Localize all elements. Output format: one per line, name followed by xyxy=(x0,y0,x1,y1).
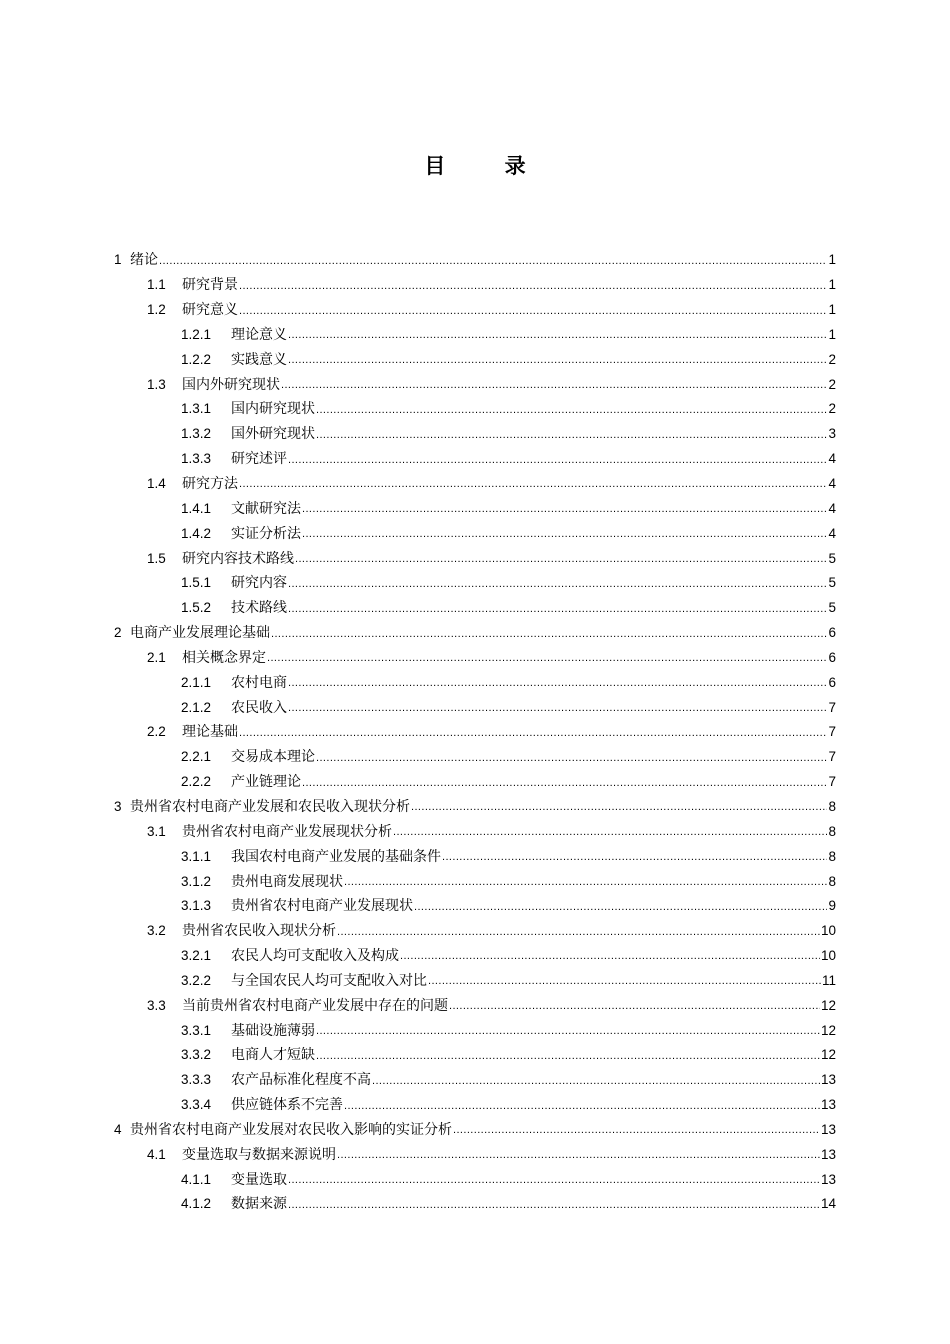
toc-entry-title: 相关概念界定 xyxy=(182,649,266,666)
toc-dot-leader xyxy=(400,947,820,968)
toc-entry-page: 13 xyxy=(820,1072,836,1088)
toc-entry-number: 2.2.2 xyxy=(181,774,212,790)
toc-entry[interactable] xyxy=(114,1043,836,1068)
toc-entry-title: 变量选取 xyxy=(231,1171,287,1188)
toc-dot-leader xyxy=(288,674,827,695)
toc-entry[interactable] xyxy=(114,472,836,497)
toc-entry-title: 变量选取与数据来源说明 xyxy=(182,1146,336,1163)
toc-entry-title: 贵州省农村电商产业发展现状 xyxy=(231,898,413,915)
toc-entry-page: 7 xyxy=(828,699,836,715)
toc-entry-title: 研究内容 xyxy=(231,575,287,592)
toc-entry-number: 3.3.4 xyxy=(181,1097,212,1113)
toc-entry-number: 4.1.1 xyxy=(181,1171,212,1187)
toc-entry[interactable] xyxy=(114,894,836,919)
toc-dot-leader xyxy=(393,823,827,844)
toc-entry-page: 4 xyxy=(828,525,836,541)
toc-entry-number: 3.1.1 xyxy=(181,848,212,864)
toc-entry-number: 4.1.2 xyxy=(181,1196,212,1212)
toc-dot-leader xyxy=(288,699,827,720)
toc-entry-number: 3 xyxy=(114,798,122,814)
toc-entry[interactable] xyxy=(114,422,836,447)
toc-dot-leader xyxy=(316,749,827,770)
toc-entry-page: 1 xyxy=(828,326,836,342)
toc-entry-number: 3.3.2 xyxy=(181,1047,212,1063)
toc-entry-number: 2.2.1 xyxy=(181,749,212,765)
toc-entry-title: 农民人均可支配收入及构成 xyxy=(231,948,399,965)
toc-dot-leader xyxy=(239,277,827,298)
toc-entry[interactable] xyxy=(114,795,836,820)
toc-entry[interactable] xyxy=(114,347,836,372)
toc-entry-number: 1.4 xyxy=(147,476,166,492)
toc-entry-title: 农民收入 xyxy=(231,699,287,716)
table-of-contents xyxy=(114,248,836,1217)
toc-entry-number: 1.1 xyxy=(147,277,166,293)
toc-dot-leader xyxy=(316,1047,820,1068)
toc-entry-title: 理论意义 xyxy=(231,326,287,343)
toc-entry[interactable] xyxy=(114,745,836,770)
toc-entry-title: 理论基础 xyxy=(182,724,238,741)
toc-entry-title: 电商产业发展理论基础 xyxy=(130,625,270,642)
toc-entry-title: 贵州省农村电商产业发展对农民收入影响的实证分析 xyxy=(130,1121,452,1138)
toc-entry-number: 3.2 xyxy=(147,923,166,939)
toc-entry[interactable] xyxy=(114,1167,836,1192)
toc-entry-page: 9 xyxy=(828,898,836,914)
toc-entry-number: 2.1 xyxy=(147,649,166,665)
toc-entry-number: 3.2.1 xyxy=(181,948,212,964)
toc-entry-number: 2.1.1 xyxy=(181,674,212,690)
toc-entry[interactable] xyxy=(114,621,836,646)
toc-entry[interactable] xyxy=(114,596,836,621)
toc-entry[interactable] xyxy=(114,571,836,596)
toc-entry[interactable] xyxy=(114,770,836,795)
toc-entry-number: 3.3.1 xyxy=(181,1022,212,1038)
toc-entry-title: 国内外研究现状 xyxy=(182,376,280,393)
toc-entry-number: 3.1.3 xyxy=(181,898,212,914)
toc-entry-title: 供应链体系不完善 xyxy=(231,1097,343,1114)
toc-entry-title: 农村电商 xyxy=(231,674,287,691)
toc-entry-title: 产业链理论 xyxy=(231,774,301,791)
toc-entry-number: 1.2 xyxy=(147,302,166,318)
toc-entry-number: 1.2.1 xyxy=(181,326,212,342)
toc-entry-title: 我国农村电商产业发展的基础条件 xyxy=(231,848,441,865)
toc-entry-title: 研究背景 xyxy=(182,277,238,294)
toc-entry-page: 13 xyxy=(820,1171,836,1187)
toc-entry[interactable] xyxy=(114,819,836,844)
toc-dot-leader xyxy=(372,1072,820,1093)
toc-entry-page: 7 xyxy=(828,774,836,790)
toc-entry-title: 文献研究法 xyxy=(231,500,301,517)
toc-entry-title: 电商人才短缺 xyxy=(231,1047,315,1064)
toc-entry[interactable] xyxy=(114,496,836,521)
toc-dot-leader xyxy=(337,1146,820,1167)
toc-entry[interactable] xyxy=(114,646,836,671)
toc-entry-number: 2.1.2 xyxy=(181,699,212,715)
toc-entry-page: 4 xyxy=(828,500,836,516)
toc-dot-leader xyxy=(302,774,827,795)
toc-entry[interactable] xyxy=(114,1142,836,1167)
toc-entry-number: 1.2.2 xyxy=(181,351,212,367)
toc-entry-title: 基础设施薄弱 xyxy=(231,1022,315,1039)
toc-entry-number: 1.4.2 xyxy=(181,525,212,541)
toc-entry[interactable] xyxy=(114,993,836,1018)
toc-entry[interactable] xyxy=(114,521,836,546)
toc-dot-leader xyxy=(295,550,827,571)
toc-entry-page: 2 xyxy=(828,351,836,367)
toc-entry-title: 当前贵州省农村电商产业发展中存在的问题 xyxy=(182,997,448,1014)
toc-dot-leader xyxy=(316,426,827,447)
toc-entry-page: 8 xyxy=(828,823,836,839)
toc-entry[interactable] xyxy=(114,869,836,894)
toc-entry[interactable] xyxy=(114,1018,836,1043)
toc-entry-number: 4.1 xyxy=(147,1146,166,1162)
toc-entry-title: 数据来源 xyxy=(231,1196,287,1213)
toc-entry-title: 国内研究现状 xyxy=(231,401,315,418)
toc-entry-number: 1.5 xyxy=(147,550,166,566)
toc-entry-number: 2 xyxy=(114,625,122,641)
toc-dot-leader xyxy=(267,649,827,670)
toc-dot-leader xyxy=(344,873,827,894)
toc-entry-page: 1 xyxy=(828,302,836,318)
toc-entry-title: 研究方法 xyxy=(182,476,238,493)
toc-dot-leader xyxy=(159,252,827,273)
toc-entry[interactable] xyxy=(114,1192,836,1217)
toc-entry-page: 10 xyxy=(820,923,836,939)
toc-entry-number: 2.2 xyxy=(147,724,166,740)
toc-entry-page: 12 xyxy=(820,1022,836,1038)
toc-entry-number: 1.5.1 xyxy=(181,575,212,591)
toc-entry[interactable] xyxy=(114,298,836,323)
toc-entry-title: 贵州省农民收入现状分析 xyxy=(182,923,336,940)
toc-entry[interactable] xyxy=(114,447,836,472)
toc-dot-leader xyxy=(337,923,820,944)
toc-entry-title: 交易成本理论 xyxy=(231,749,315,766)
toc-dot-leader xyxy=(449,997,820,1018)
toc-entry[interactable] xyxy=(114,919,836,944)
toc-dot-leader xyxy=(239,302,827,323)
toc-entry-title: 贵州省农村电商产业发展和农民收入现状分析 xyxy=(130,798,410,815)
toc-entry-page: 6 xyxy=(828,674,836,690)
toc-dot-leader xyxy=(288,1196,820,1217)
toc-entry-number: 4 xyxy=(114,1121,122,1137)
toc-entry-page: 5 xyxy=(828,600,836,616)
toc-dot-leader xyxy=(239,475,827,496)
toc-entry-page: 1 xyxy=(828,277,836,293)
toc-entry-page: 4 xyxy=(828,451,836,467)
toc-entry-page: 8 xyxy=(828,848,836,864)
toc-dot-leader xyxy=(288,351,827,372)
toc-entry-page: 7 xyxy=(828,749,836,765)
toc-entry-number: 1.3.1 xyxy=(181,401,212,417)
toc-entry[interactable] xyxy=(114,844,836,869)
toc-entry-title: 实践意义 xyxy=(231,351,287,368)
toc-entry[interactable] xyxy=(114,546,836,571)
toc-entry-title: 绪论 xyxy=(130,252,158,269)
toc-entry-title: 贵州省农村电商产业发展现状分析 xyxy=(182,823,392,840)
toc-dot-leader xyxy=(288,600,827,621)
toc-entry-page: 13 xyxy=(820,1146,836,1162)
toc-dot-leader xyxy=(271,625,827,646)
toc-entry[interactable] xyxy=(114,1068,836,1093)
toc-entry-page: 1 xyxy=(828,252,836,268)
toc-entry-number: 3.1.2 xyxy=(181,873,212,889)
toc-dot-leader xyxy=(288,326,827,347)
toc-dot-leader xyxy=(453,1121,820,1142)
toc-entry-page: 13 xyxy=(820,1121,836,1137)
toc-entry-page: 7 xyxy=(828,724,836,740)
toc-entry[interactable] xyxy=(114,248,836,273)
page-title: 目 录 xyxy=(424,154,552,178)
toc-entry-title: 实证分析法 xyxy=(231,525,301,542)
toc-dot-leader xyxy=(302,500,827,521)
toc-dot-leader xyxy=(316,401,827,422)
toc-entry-page: 14 xyxy=(820,1196,836,1212)
toc-entry[interactable] xyxy=(114,968,836,993)
toc-dot-leader xyxy=(414,898,827,919)
toc-dot-leader xyxy=(344,1097,820,1118)
toc-dot-leader xyxy=(288,575,827,596)
toc-dot-leader xyxy=(288,451,827,472)
toc-entry[interactable] xyxy=(114,670,836,695)
toc-entry[interactable] xyxy=(114,372,836,397)
toc-entry[interactable] xyxy=(114,273,836,298)
toc-dot-leader xyxy=(442,848,827,869)
toc-dot-leader xyxy=(302,525,827,546)
toc-entry-title: 与全国农民人均可支配收入对比 xyxy=(231,972,427,989)
toc-dot-leader xyxy=(239,724,827,745)
toc-entry-page: 6 xyxy=(828,625,836,641)
toc-entry-title: 研究内容技术路线 xyxy=(182,550,294,567)
toc-entry-page: 12 xyxy=(820,1047,836,1063)
toc-entry-number: 3.1 xyxy=(147,823,166,839)
toc-entry-number: 1 xyxy=(114,252,122,268)
toc-entry-page: 12 xyxy=(820,997,836,1013)
toc-entry-page: 5 xyxy=(828,575,836,591)
toc-entry-title: 农产品标准化程度不高 xyxy=(231,1072,371,1089)
toc-entry-number: 1.3.3 xyxy=(181,451,212,467)
toc-entry-page: 4 xyxy=(828,476,836,492)
toc-entry-page: 8 xyxy=(828,873,836,889)
toc-entry-title: 技术路线 xyxy=(231,600,287,617)
toc-entry-page: 3 xyxy=(828,426,836,442)
toc-entry[interactable] xyxy=(114,397,836,422)
toc-entry[interactable] xyxy=(114,944,836,969)
toc-entry-title: 贵州电商发展现状 xyxy=(231,873,343,890)
toc-entry-page: 11 xyxy=(821,972,836,988)
toc-entry-number: 3.2.2 xyxy=(181,972,212,988)
toc-entry[interactable] xyxy=(114,695,836,720)
toc-entry-number: 1.5.2 xyxy=(181,600,212,616)
toc-entry-number: 1.4.1 xyxy=(181,500,212,516)
toc-dot-leader xyxy=(288,1171,820,1192)
toc-entry[interactable] xyxy=(114,1093,836,1118)
toc-entry-page: 5 xyxy=(828,550,836,566)
toc-dot-leader xyxy=(316,1022,820,1043)
toc-entry[interactable] xyxy=(114,323,836,348)
toc-entry[interactable] xyxy=(114,1118,836,1143)
toc-entry[interactable] xyxy=(114,720,836,745)
toc-entry-number: 1.3.2 xyxy=(181,426,212,442)
toc-entry-number: 3.3 xyxy=(147,997,166,1013)
toc-entry-page: 2 xyxy=(828,401,836,417)
toc-entry-number: 1.3 xyxy=(147,376,166,392)
toc-dot-leader xyxy=(281,376,827,397)
toc-entry-title: 国外研究现状 xyxy=(231,426,315,443)
toc-dot-leader xyxy=(411,798,827,819)
toc-entry-page: 2 xyxy=(828,376,836,392)
toc-entry-page: 8 xyxy=(828,798,836,814)
toc-entry-number: 3.3.3 xyxy=(181,1072,212,1088)
toc-entry-title: 研究述评 xyxy=(231,451,287,468)
toc-entry-page: 6 xyxy=(828,649,836,665)
toc-entry-page: 10 xyxy=(820,948,836,964)
toc-entry-title: 研究意义 xyxy=(182,302,238,319)
toc-dot-leader xyxy=(428,972,821,993)
toc-entry-page: 13 xyxy=(820,1097,836,1113)
